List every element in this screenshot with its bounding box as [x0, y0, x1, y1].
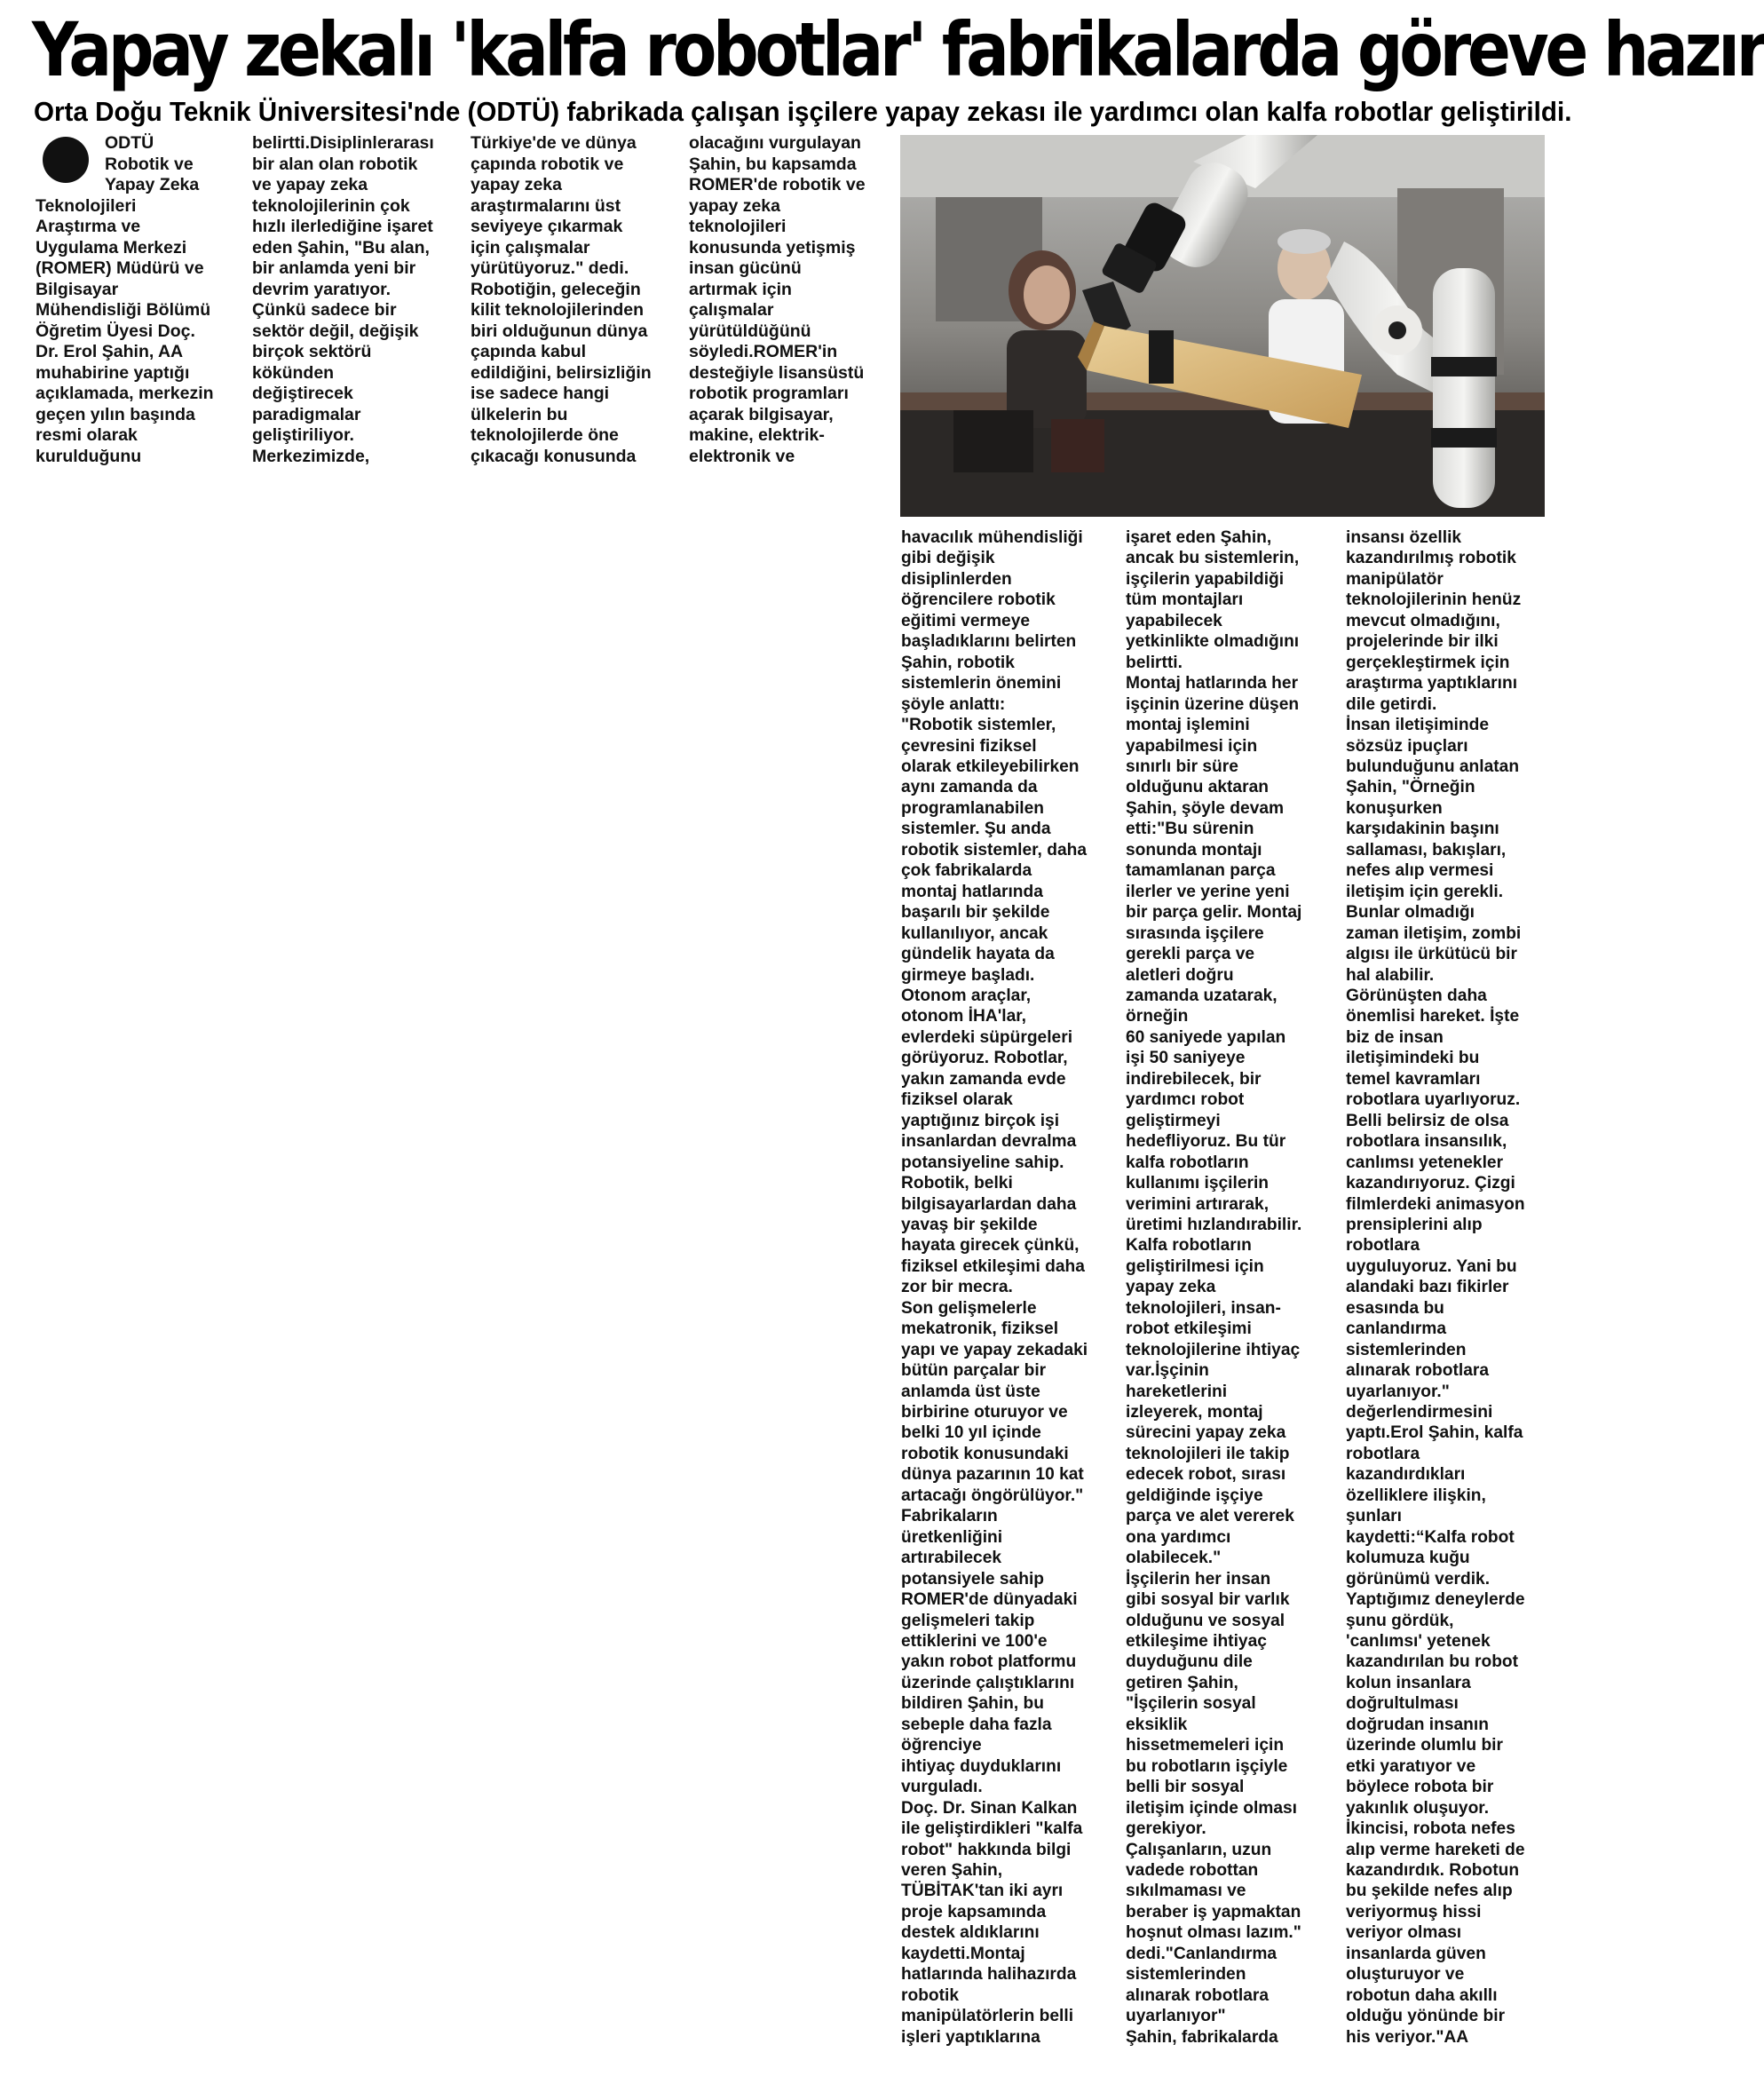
subtitle: Orta Doğu Teknik Üniversitesi'nde (ODTÜ) fabrikada çalışan işçilere yapay zekası ile yardımcı olan kalfa robotlar geliştirildi.: [34, 96, 1572, 127]
article-column-4: olacağını vurgulayan Şahin, bu kapsamda ROMER'de robotik ve yapay zeka teknolojileri konusunda yetişmiş insan gücünü artırmak için çalışmalar yürütüldüğünü söyledi.ROMER'in desteğiyle lisansüstü robotik programları açarak bilgisayar, makine, elektrik- elektronik ve: [689, 133, 866, 466]
column-1-line: Uygulama Merkezi: [36, 237, 187, 258]
column-1-line: açıklamada, merkezin: [36, 384, 214, 403]
article-column-6: işaret eden Şahin, ancak bu sistemlerin, işçilerin yapabildiği tüm montajları yapabilecek yetkinlikte olmadığını belirtti. Montaj hatlarında her işçinin üzerine düşen montaj işlemini yapabilmesi için sınırlı bir süre olduğunu aktaran Şahin, şöyle devam etti:"Bu sürenin sonunda montajı tamamlanan parça ilerler ve yerine yeni bir parça gelir. Montaj sırasında işçilere gerekli parça ve aletleri doğru zamanda uzatarak, örneğin 60 saniyede yapılan işi 50 saniyeye indirebilecek, bir yardımcı robot geliştirmeyi hedefliyoruz. Bu tür kalfa robotların kullanımı işçilerin verimini artırarak, üretimi hızlandırabilir. Kalfa robotların geliştirilmesi için yapay zeka teknolojileri, insan- robot etkileşimi teknolojilerine ihtiyaç var.İşçinin hareketlerini izleyerek, montaj sürecini yapay zeka teknolojileri ile takip edecek robot, sırası geldiğinde işçiye parça ve alet vererek ona yardımcı olabilecek." İşçilerin her insan gibi sosyal bir varlık olduğunu ve sosyal etkileşime ihtiyaç duyduğunu dile getiren Şahin, "İşçilerin sosyal eksiklik hissetmemeleri için bu robotların işçiyle belli bir sosyal iletişim içinde olması gerekiyor. Çalışanların, uzun vadede robottan sıkılmaması ve beraber iş yapmaktan hoşnut olması lazım." dedi."Canlandırma sistemlerinden alınarak robotlara uyarlanıyor" Şahin, fabrikalarda: [1126, 528, 1302, 2047]
article-column-7: insansı özellik kazandırılmış robotik manipülatör teknolojilerinin henüz mevcut olmadığını, projelerinde bir ilki gerçekleştirmek için araştırma yaptıklarını dile getirdi. İnsan iletişiminde sözsüz ipuçları bulunduğunu anlatan Şahin, "Örneğin konuşurken karşıdakinin başını sallaması, bakışları, nefes alıp vermesi iletişim için gerekli. Bunlar olmadığı zaman iletişim, zombi algısı ile ürkütücü bir hal alabilir. Görünüşten daha önemlisi hareket. İşte biz de insan iletişimindeki bu temel kavramları robotlara uyarlıyoruz. Belli belirsiz de olsa robotlara insansılık, canlımsı yetenekler kazandırıyoruz. Çizgi filmlerdeki animasyon prensiplerini alıp robotlara uyguluyoruz. Yani bu alandaki bazı fikirler esasında bu canlandırma sistemlerinden alınarak robotlara uyarlanıyor." değerlendirmesini yaptı.Erol Şahin, kalfa robotlara kazandırdıkları özelliklere ilişkin, şunları kaydetti:“Kalfa robot kolumuza kuğu görünümü verdik. Yaptığımız deneylerde şunu gördük, 'canlımsı' yetenek kazandırılan bu robot kolun insanlara doğrultulması doğrudan insanın üzerinde olumlu bir etki yaratıyor ve böylece robota bir yakınlık oluşuyor. İkincisi, robota nefes alıp verme hareketi de kazandırdık. Robotun bu şekilde nefes alıp veriyormuş hissi veriyor olması insanlarda güven oluşturuyor ve robotun daha akıllı olduğu yönünde bir his veriyor."AA: [1346, 528, 1525, 2047]
article-column-1: [36, 133, 240, 467]
article-column-2: belirtti.Disiplinlerarası bir alan olan robotik ve yapay zeka teknolojilerinin çok hızlı ilerlediğine işaret eden Şahin, "Bu alan, bir anlamda yeni bir devrim yaratıyor. Çünkü sadece bir sektör değil, değişik birçok sektörü kökünden değiştirecek paradigmalar geliştiriliyor. Merkezimizde,: [252, 133, 434, 466]
column-1-line: (ROMER) Müdürü ve: [36, 258, 204, 278]
column-1-line: Bilgisayar: [36, 279, 119, 299]
article-column-3: Türkiye'de ve dünya çapında robotik ve yapay zeka araştırmalarını üst seviyeye çıkarmak için çalışmalar yürütüyoruz." dedi. Robotiğin, geleceğin kilit teknolojilerinden biri olduğunun dünya çapında kabul edildiğini, belirsizliğin ise sadece hangi ülkelerin bu teknolojilerde öne çıkacağı konusunda: [471, 133, 652, 466]
column-1-line: resmi olarak: [36, 425, 138, 445]
column-1-line: Dr. Erol Şahin, AA: [36, 342, 184, 361]
column-1-line: muhabirine yaptığı: [36, 362, 190, 383]
article-column-5: havacılık mühendisliği gibi değişik disiplinlerden öğrencilere robotik eğitimi vermeye başladıklarını belirten Şahin, robotik sistemlerin önemini şöyle anlattı: "Robotik sistemler, çevresini fiziksel olarak etkileyebilirken aynı zamanda da programlanabilen sistemler. Şu anda robotik sistemler, daha çok fabrikalarda montaj hatlarında başarılı bir şekilde kullanılıyor, ancak gündelik hayata da girmeye başladı. Otonom araçlar, otonom İHA'lar, evlerdeki süpürgeleri görüyoruz. Robotlar, yakın zamanda evde fiziksel olarak yaptığınız birçok işi insanlardan devralma potansiyeline sahip. Robotik, belki bilgisayarlardan daha yavaş bir şekilde hayata girecek çünkü, fiziksel etkileşimi daha zor bir mecra. Son gelişmelerle mekatronik, fiziksel yapı ve yapay zekadaki bütün parçalar bir anlamda üst üste birbirine oturuyor ve belki 10 yıl içinde robotik konusundaki dünya pazarının 10 kat artacağı öngörülüyor." Fabrikaların üretkenliğini artırabilecek potansiyele sahip ROMER'de dünyadaki gelişmeleri takip ettiklerini ve 100'e yakın robot platformu üzerinde çalıştıklarını bildiren Şahin, bu sebeple daha fazla öğrenciye ihtiyaç duyduklarını vurguladı. Doç. Dr. Sinan Kalkan ile geliştirdikleri "kalfa robot" hakkında bilgi veren Şahin, TÜBİTAK'tan iki ayrı proje kapsamında destek aldıklarını kaydetti.Montaj hatlarında halihazırda robotik manipülatörlerin belli işleri yaptıklarına: [901, 528, 1088, 2047]
column-1-line: Teknolojileri: [36, 195, 137, 216]
robot-arm-photo: [900, 135, 1545, 517]
headline: Yapay zekalı 'kalfa robotlar' fabrikalarda göreve hazır: [32, 6, 1764, 93]
column-1-line: kurulduğunu: [36, 446, 142, 466]
column-1-line: Araştırma ve: [36, 217, 141, 236]
column-1-line: geçen yılın başında: [36, 404, 195, 424]
column-1-line: Öğretim Üyesi Doç.: [36, 321, 195, 341]
column-1-line: Robotik ve: [105, 154, 194, 174]
column-1-line: Yapay Zeka: [105, 175, 200, 194]
column-1-line: ODTÜ: [105, 133, 154, 153]
column-1-line: Mühendisliği Bölümü: [36, 300, 211, 320]
